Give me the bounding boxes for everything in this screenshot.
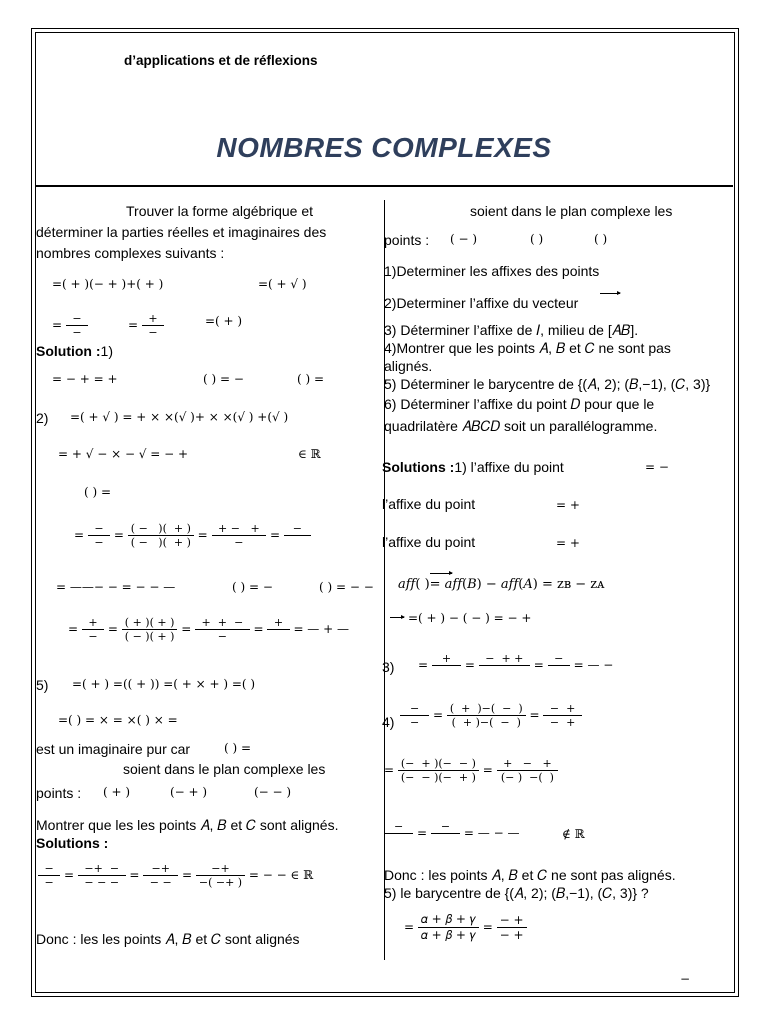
solution-3-b: = ——− − = − − — — [56, 580, 176, 594]
solution-2-number: 2) — [36, 410, 49, 426]
question-6-line-1: 6) Déterminer l’affixe du point 𝐷 pour que le — [384, 396, 655, 412]
solution-1-c: ( ) = — [297, 372, 325, 386]
alignment-check-fraction-1: $\frac{-}{-}$ = $\frac{( + )-( - )}{( + )-( - )}$ = $\frac{- +}{- +}$ — [400, 702, 582, 729]
solution-2-c: ( ) = — [84, 485, 112, 499]
equation-z2: =( + √ ) — [258, 277, 307, 291]
vector-ab-small-arrow-icon — [390, 617, 404, 618]
barycentre-question: 5) le barycentre de {(𝐴, 2); (𝐵,−1), (𝐶, 3)} ? — [384, 885, 649, 901]
question-6-line-2: quadrilatère 𝐴𝐵𝐶𝐷 soit un parallélogramme. — [384, 418, 658, 434]
not-real-symbol: ∉ ℝ — [562, 827, 585, 841]
midpoint-fraction-chain: = + = − + + = − = — − — [418, 652, 613, 679]
solution-2-real: ∈ ℝ — [298, 447, 321, 461]
point-c: (− − ) — [254, 785, 292, 799]
solution-label: Solution :1) — [36, 343, 113, 359]
exercise-intro-line-2: déterminer la parties réelles et imaginaires des — [36, 224, 327, 240]
solution-3-c: ( ) = − — [232, 580, 273, 594]
point-b: (− + ) — [170, 785, 208, 799]
solution-2-a: =( + √ ) = + × ×(√ )+ × ×(√ ) +(√ ) — [70, 410, 289, 424]
alignment-question: Montrer que les les points 𝐴, 𝐵 et 𝐶 sont alignés. — [36, 817, 339, 833]
vector-arrow-icon — [600, 293, 620, 294]
right-points-intro-line-1: soient dans le plan complexe les — [470, 203, 673, 219]
imaginary-statement-value: ( ) = — [224, 741, 252, 755]
right-4-number: 4) — [382, 714, 395, 730]
alignment-conclusion: Donc : les les points 𝐴, 𝐵 et 𝐶 sont alignés — [36, 931, 300, 947]
equation-z1: =( + )(− + )+( + ) — [52, 277, 164, 291]
right-points-intro-line-2: points : — [384, 232, 430, 248]
solution-5-number: 5) — [36, 677, 49, 693]
question-2: 2)Determiner l’affixe du vecteur — [384, 295, 579, 311]
affix-b-label: l’affixe du point — [382, 496, 476, 512]
point-a: ( + ) — [103, 785, 131, 799]
vector-affix-formula: 𝑎𝑓𝑓( )= 𝑎𝑓𝑓(𝐵) − 𝑎𝑓𝑓(𝐴) = zʙ − zᴀ — [398, 577, 605, 592]
affix-b-value: = + — [556, 498, 580, 512]
right-3-number: 3) — [382, 659, 395, 675]
solution-2-b: = + √ − × − √ = − + — [58, 447, 189, 461]
question-5: 5) Déterminer le barycentre de {(𝐴, 2); (𝐵,−1), (𝐶, 3)} — [384, 376, 711, 392]
solution-5-a: =( + ) =(( + )) =( + × + ) =( ) — [72, 677, 256, 691]
solution-3-d: ( ) = − − — [319, 580, 374, 594]
solution-1-b: ( ) = − — [203, 372, 244, 386]
right-solutions: Solutions :1) l’affixe du point — [382, 459, 564, 475]
affix-c-value: = + — [556, 536, 580, 550]
affix-a-value: = − — [645, 460, 669, 474]
solution-1-a: = − + = + — [52, 372, 118, 386]
vector-ab-arrow-icon — [430, 573, 452, 574]
equation-z3: = $\frac{-}{-}$ — [52, 312, 88, 339]
equation-z5: =( + ) — [205, 314, 243, 328]
alignment-fraction-chain: $\frac{-}{-}$ = $\frac{-+ -}{- - -}$ = $\frac{-+}{- -}$ = $\frac{-+}{-( -+ )}$ = − − ∈ ℝ — [38, 862, 313, 889]
exercise-intro-line-3: nombres complexes suivants : — [36, 245, 225, 261]
header-subtitle: d’applications et de réflexions — [124, 53, 318, 68]
solution-3-fraction-chain: = $\frac{-}{-}$ = $\frac{( - )( + )}{( - )( + )}$ = $\frac{+ - +}{-}$ = − — [74, 522, 311, 549]
points-intro-line-2: points : — [36, 785, 82, 801]
question-4-line-2: alignés. — [384, 358, 433, 374]
right-point-b: ( ) — [530, 232, 544, 246]
solution-4-fraction-chain: = $\frac{+}{-}$ = $\frac{( + )( + )}{( - )( + )}$ = $\frac{+ + -}{-}$ = + = — + — — [68, 616, 349, 643]
question-3: 3) Déterminer l’affixe de 𝐼, milieu de [𝐴𝐵]. — [384, 322, 639, 338]
imaginary-statement: est un imaginaire pur car — [36, 741, 191, 757]
alignment-check-fraction-3: − = − = — − — — [384, 820, 519, 847]
right-point-c: ( ) — [594, 232, 608, 246]
question-1: 1)Determiner les affixes des points — [384, 263, 600, 279]
equation-z4: = $\frac{+}{-}$ — [128, 312, 164, 339]
affix-c-label: l’affixe du point — [382, 534, 476, 550]
solutions-label: Solutions : — [36, 835, 109, 851]
page-title: NOMBRES COMPLEXES — [216, 132, 552, 163]
barycentre-formula: = $\frac{\text{𝛼 + 𝛽 + 𝛾}}{\text{𝛼 + 𝛽 + 𝛾}}$ = $\frac{- +}{- +}$ — [404, 912, 527, 943]
alignment-check-fraction-2: = $\frac{(- + )(- - )}{(- - )(- + )}$ = $\frac{+ - +}{(- ) -( )}$ — [384, 757, 558, 784]
vector-affix-result: =( + ) − ( − ) = − + — [408, 611, 532, 625]
right-point-a: ( − ) — [450, 232, 478, 246]
exercise-intro-line-1: Trouver la forme algébrique et — [126, 203, 314, 219]
question-4-line-1: 4)Montrer que les points 𝐴, 𝐵 et 𝐶 ne sont pas — [384, 340, 671, 356]
non-alignment-conclusion: Donc : les points 𝐴, 𝐵 et 𝐶 ne sont pas alignés. — [384, 867, 676, 883]
solution-5-b: =( ) = × = ×( ) × = — [58, 713, 178, 727]
footer-mark: − — [680, 972, 691, 986]
points-intro-line-1: soient dans le plan complexe les — [123, 761, 326, 777]
